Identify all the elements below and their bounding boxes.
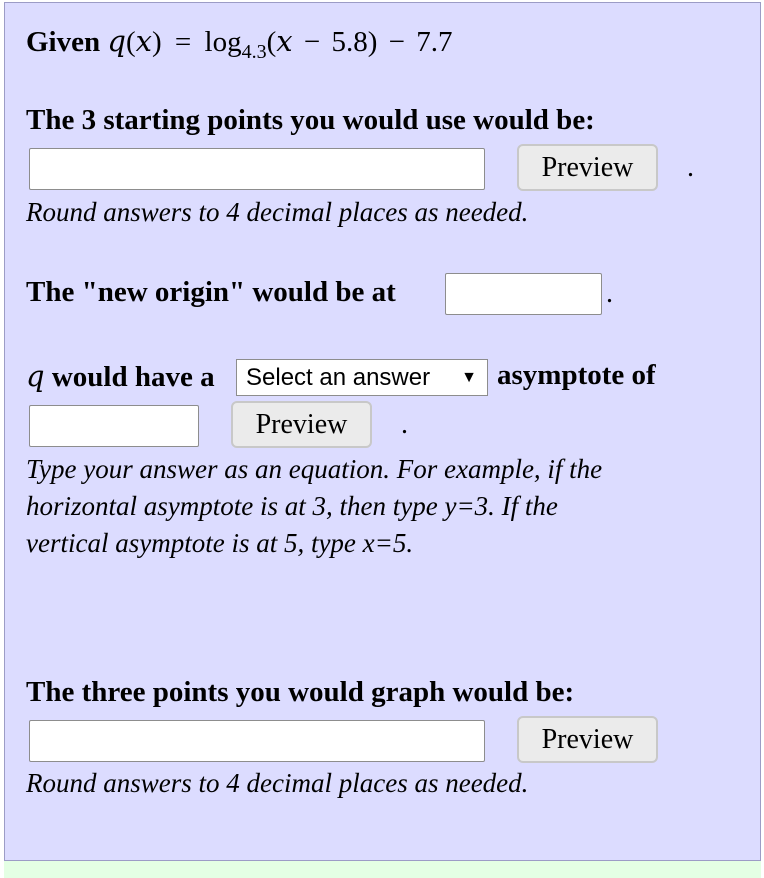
- minus-sign: −: [388, 26, 405, 58]
- q-variable: q: [26, 359, 45, 393]
- asymptote-type-select[interactable]: [236, 359, 488, 396]
- asymptote-label-before: would have a: [51, 361, 215, 393]
- asymptote-label-after: asymptote of: [497, 359, 656, 391]
- select-value: Select an answer: [246, 363, 431, 391]
- given-label: Given: [26, 26, 101, 58]
- log-text: log: [204, 26, 242, 58]
- equals-sign: =: [174, 26, 192, 58]
- preview-button[interactable]: Preview: [517, 144, 658, 191]
- paren: (: [125, 26, 136, 58]
- preview-button[interactable]: Preview: [517, 716, 658, 763]
- starting-points-input[interactable]: [29, 148, 485, 190]
- log-var: x: [276, 24, 293, 58]
- paren: (: [266, 26, 277, 58]
- trailing-period: .: [401, 409, 408, 440]
- paren: ): [367, 26, 378, 58]
- vertical-shift: 7.7: [416, 26, 453, 58]
- asymptote-note-line2: horizontal asymptote is at 3, then type y=3. If the: [26, 491, 558, 521]
- preview-button[interactable]: Preview: [231, 401, 372, 448]
- asymptote-note-line3: vertical asymptote is at 5, type x=5.: [26, 528, 414, 558]
- horizontal-shift: 5.8: [331, 26, 368, 58]
- func-name: q: [107, 24, 126, 58]
- rounding-note: Round answers to 4 decimal places as needed.: [26, 197, 529, 227]
- asymptote-input[interactable]: [29, 405, 199, 447]
- log-base: 4.3: [241, 41, 267, 63]
- rounding-note: Round answers to 4 decimal places as needed.: [26, 768, 529, 798]
- asymptote-label: [26, 359, 215, 394]
- minus-sign: −: [303, 26, 321, 58]
- paren: ): [151, 26, 162, 58]
- graph-points-heading: The three points you would graph would be:: [26, 676, 575, 708]
- trailing-period: .: [606, 278, 613, 309]
- graph-points-input[interactable]: [29, 720, 485, 762]
- new-origin-label: The "new origin" would be at: [26, 276, 396, 308]
- trailing-period: .: [687, 152, 694, 183]
- starting-points-heading: The 3 starting points you would use would be:: [26, 104, 595, 136]
- asymptote-note-line1: Type your answer as an equation. For example, if the: [26, 454, 603, 484]
- dropdown-arrow-icon: ▼: [461, 368, 477, 386]
- func-var: x: [135, 24, 152, 58]
- footer-strip: [4, 860, 761, 878]
- new-origin-input[interactable]: [445, 273, 602, 315]
- function-definition: [26, 24, 453, 63]
